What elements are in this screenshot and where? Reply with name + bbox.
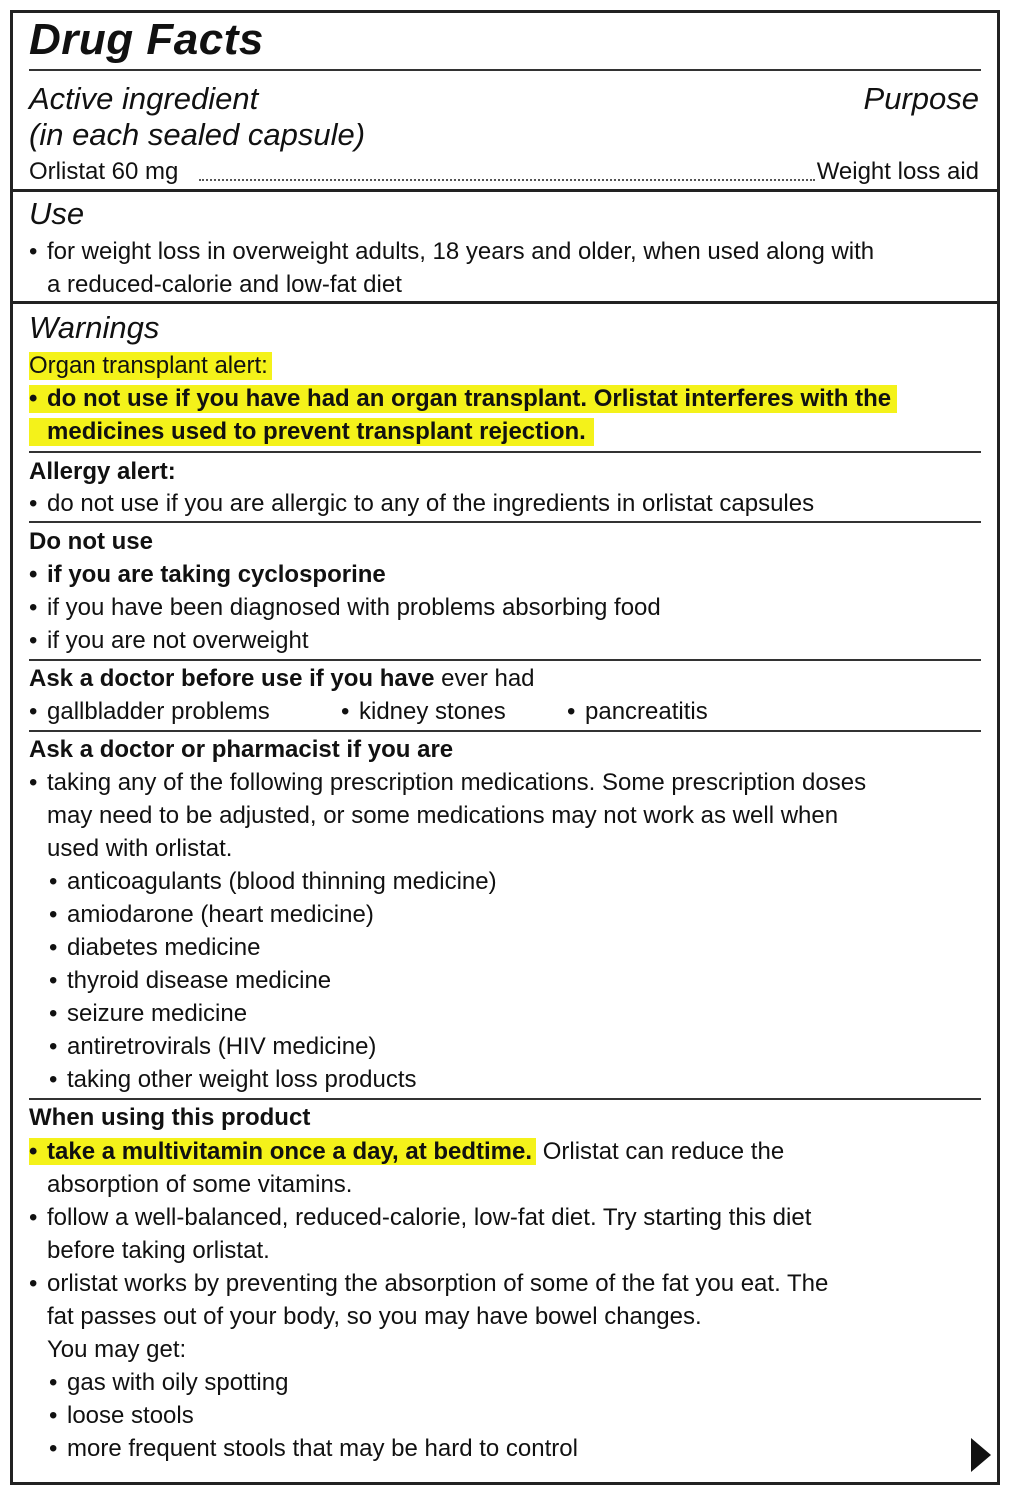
medication-item: • diabetes medicine xyxy=(49,934,260,962)
ask-pharmacist-line: • taking any of the following prescription medications. Some prescription doses xyxy=(29,769,866,797)
medication-item: • seizure medicine xyxy=(49,1000,247,1028)
multivitamin-highlight: • take a multivitamin once a day, at bedtime. xyxy=(29,1138,536,1165)
do-not-use-item: • if you have been diagnosed with problems absorbing food xyxy=(29,594,661,622)
ask-doctor-item: • pancreatitis xyxy=(567,698,708,726)
side-effect-item: • more frequent stools that may be hard to control xyxy=(49,1435,578,1463)
ask-pharmacist-title: Ask a doctor or pharmacist if you are xyxy=(29,736,454,763)
organ-transplant-line: medicines used to prevent transplant rejection. xyxy=(29,418,594,446)
when-using-line: absorption of some vitamins. xyxy=(47,1171,353,1198)
active-ingredient-heading: Active ingredient xyxy=(29,81,259,116)
divider xyxy=(29,69,981,71)
when-using-line: • follow a well-balanced, reduced-calorie, low-fat diet. Try starting this diet xyxy=(29,1204,811,1232)
ask-pharmacist-line: used with orlistat. xyxy=(47,835,233,862)
active-ingredient-subheading: (in each sealed capsule) xyxy=(29,117,366,152)
label-frame xyxy=(10,10,1000,1485)
when-using-line: • orlistat works by preventing the absorption of some of the fat you eat. The xyxy=(29,1270,828,1298)
when-using-rest: Orlistat can reduce the xyxy=(536,1138,785,1165)
use-heading: Use xyxy=(29,196,85,231)
when-using-line: You may get: xyxy=(47,1336,187,1363)
ask-doctor-title-bold: Ask a doctor before use if you have xyxy=(29,665,435,692)
organ-transplant-line: • do not use if you have had an organ transplant. Orlistat interferes with the xyxy=(29,385,897,413)
medication-item: • antiretrovirals (HIV medicine) xyxy=(49,1033,376,1061)
use-line: • for weight loss in overweight adults, 18 years and older, when used along with xyxy=(29,238,874,266)
medication-item: • amiodarone (heart medicine) xyxy=(49,901,374,929)
when-using-line xyxy=(29,1138,784,1166)
divider xyxy=(29,659,981,661)
page-title: Drug Facts xyxy=(29,15,264,64)
medication-item: • thyroid disease medicine xyxy=(49,967,331,995)
ingredient-name: Orlistat 60 mg xyxy=(29,158,179,185)
medication-item: • taking other weight loss products xyxy=(49,1066,417,1094)
ask-doctor-title-rest: ever had xyxy=(434,665,535,692)
do-not-use-item: • if you are taking cyclosporine xyxy=(29,561,386,589)
when-using-line: before taking orlistat. xyxy=(47,1237,270,1264)
side-effect-item: • loose stools xyxy=(49,1402,194,1430)
ingredient-purpose: Weight loss aid xyxy=(816,158,979,185)
leader-dots xyxy=(199,179,815,181)
purpose-heading: Purpose xyxy=(863,81,979,116)
continue-arrow-icon xyxy=(971,1438,991,1472)
divider xyxy=(29,451,981,453)
divider xyxy=(29,730,981,732)
ask-doctor-title xyxy=(29,665,535,693)
when-using-line: fat passes out of your body, so you may have bowel changes. xyxy=(47,1303,702,1330)
use-line: a reduced-calorie and low-fat diet xyxy=(47,271,402,298)
warnings-heading: Warnings xyxy=(29,310,160,345)
ask-doctor-item: • gallbladder problems xyxy=(29,698,270,726)
side-effect-item: • gas with oily spotting xyxy=(49,1369,288,1397)
ask-doctor-item: • kidney stones xyxy=(341,698,506,726)
organ-transplant-title: Organ transplant alert: xyxy=(29,352,272,380)
do-not-use-item: • if you are not overweight xyxy=(29,627,308,655)
divider xyxy=(13,301,997,304)
do-not-use-title: Do not use xyxy=(29,528,153,555)
medication-item: • anticoagulants (blood thinning medicine) xyxy=(49,868,497,896)
allergy-alert-line: • do not use if you are allergic to any of the ingredients in orlistat capsules xyxy=(29,490,814,518)
divider xyxy=(29,521,981,523)
divider xyxy=(29,1098,981,1100)
when-using-title: When using this product xyxy=(29,1104,311,1131)
divider xyxy=(13,189,997,192)
ask-pharmacist-line: may need to be adjusted, or some medications may not work as well when xyxy=(47,802,839,829)
allergy-alert-title: Allergy alert: xyxy=(29,458,176,485)
